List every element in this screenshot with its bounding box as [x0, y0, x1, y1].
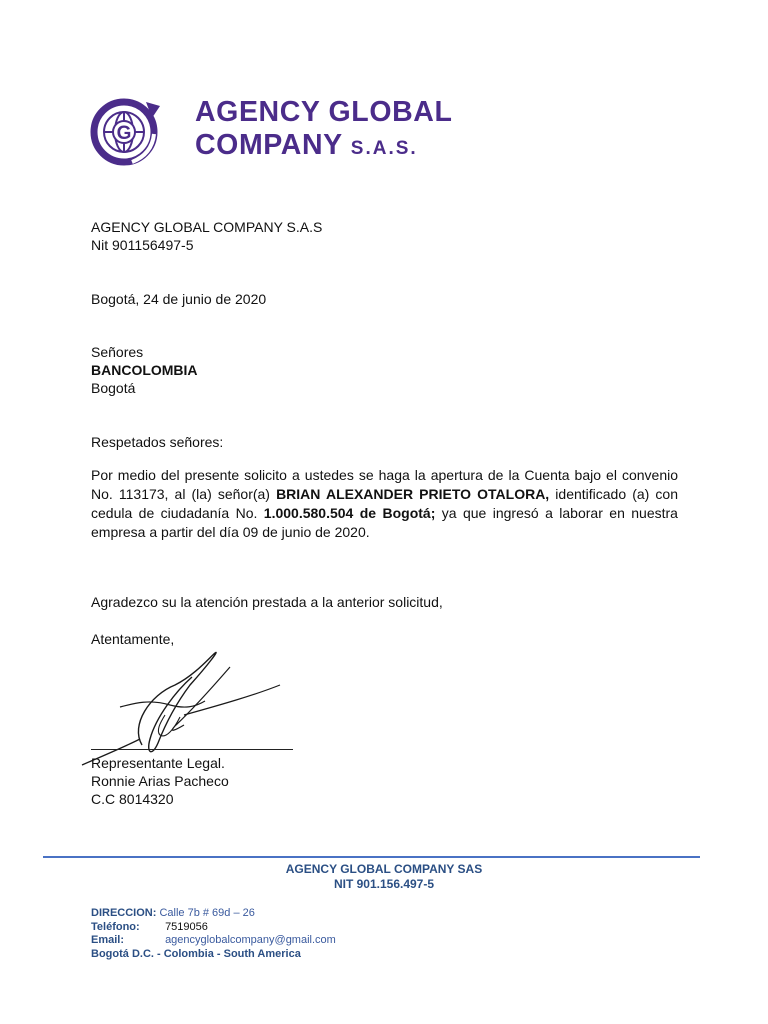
footer-company-name: AGENCY GLOBAL COMPANY SAS [285, 862, 483, 876]
footer-phone-row [91, 921, 336, 935]
body-text-1: Por medio del presente solicito a ustedes se haga la apertura de la Cuenta bajo el convenio No. 113173, al (la) señor(a) [91, 467, 678, 502]
recipient-city: Bogotá [91, 380, 136, 396]
letter-date: Bogotá, 24 de junio de 2020 [91, 291, 267, 307]
email-value[interactable]: agencyglobalcompany@gmail.com [165, 934, 336, 946]
address-value: Calle 7b # 69d – 26 [159, 907, 255, 919]
greeting: Respetados señores: [91, 434, 224, 450]
email-label: Email: [91, 934, 125, 946]
footer-address-row [91, 907, 336, 921]
footer-contact [91, 907, 336, 961]
recipient-block [91, 343, 198, 397]
address-label: DIRECCION: [91, 907, 157, 919]
footer-email-row [91, 934, 336, 948]
logo-wordmark [195, 96, 452, 165]
employee-id: 1.000.580.504 de Bogotá; [263, 505, 436, 521]
sender-block [91, 218, 322, 254]
globe-logo-icon [88, 92, 168, 172]
employee-name: BRIAN ALEXANDER PRIETO OTALORA, [276, 486, 550, 502]
signature-line [91, 749, 293, 750]
footer-divider [43, 856, 700, 858]
recipient-bank: BANCOLOMBIA [91, 362, 198, 378]
sender-company-name: AGENCY GLOBAL COMPANY S.A.S [91, 219, 323, 235]
signer-block [91, 754, 229, 808]
signer-id: C.C 8014320 [91, 791, 174, 807]
company-logo [88, 92, 468, 172]
date-block [91, 290, 266, 308]
logo-mark-letter: G [116, 123, 132, 144]
footer-location: Bogotá D.C. - Colombia - South America [91, 947, 301, 960]
closing: Atentamente, [91, 631, 175, 647]
body-paragraph [91, 466, 678, 542]
greeting-block [91, 433, 223, 451]
phone-value: 7519056 [165, 920, 208, 933]
body-text-3: ya que ingresó a laborar en nuestra empresa a partir del día 09 de junio de 2020. [91, 505, 678, 540]
recipient-salutation: Señores [91, 344, 144, 360]
footer-nit: NIT 901.156.497-5 [333, 877, 435, 891]
logo-suffix: S.A.S. [350, 138, 418, 159]
handwritten-signature [80, 645, 295, 770]
body-text-2: identificado (a) con cedula de ciudadanía No. [91, 486, 678, 521]
logo-line-2 [195, 129, 452, 165]
thanks-block [91, 593, 443, 611]
thanks-line: Agradezco su la atención prestada a la anterior solicitud, [91, 594, 443, 610]
logo-line-2-word: COMPANY [195, 129, 343, 161]
phone-label: Teléfono: [91, 920, 140, 933]
footer-company-block [43, 862, 725, 892]
signer-name: Ronnie Arias Pacheco [91, 773, 229, 789]
sender-nit: Nit 901156497-5 [91, 237, 194, 253]
logo-line-1: AGENCY GLOBAL [195, 96, 453, 128]
signer-role: Representante Legal. [91, 755, 225, 771]
